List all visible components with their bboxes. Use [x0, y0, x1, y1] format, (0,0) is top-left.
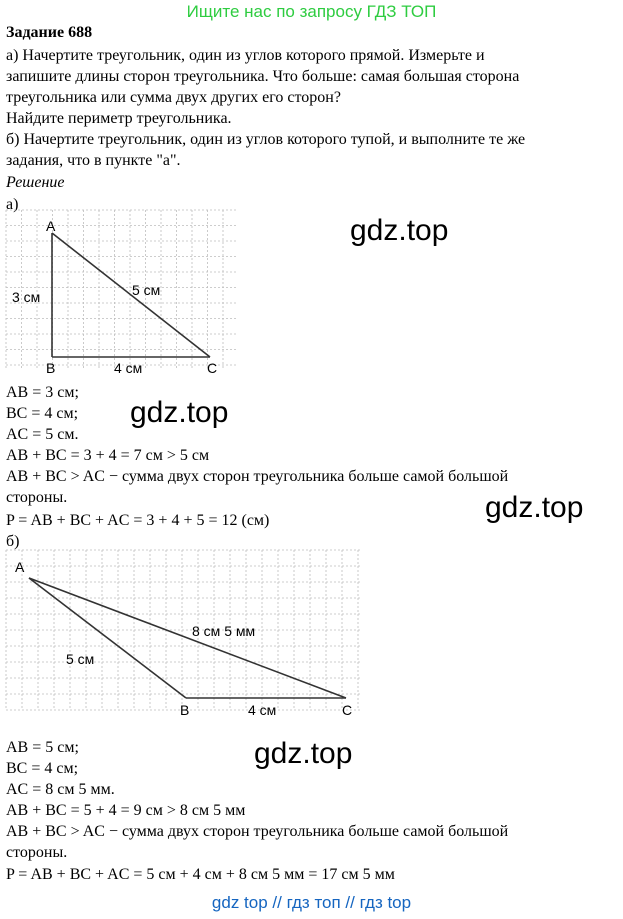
part-a-label: а) — [6, 196, 19, 213]
part-a-line: AC = 5 см. — [6, 426, 79, 443]
watermark: gdz.top — [350, 214, 449, 247]
vertex-c-label: C — [342, 702, 353, 718]
side-ab-label: 3 см — [12, 289, 41, 305]
side-ab-label: 5 см — [66, 651, 95, 667]
part-b-label: б) — [6, 533, 20, 550]
task-line: запишите длины сторон треугольника. Что больше: самая большая сторона — [6, 68, 520, 85]
vertex-b-label: B — [46, 360, 56, 376]
part-a-line: AB = 3 см; — [6, 384, 79, 401]
part-b-line: P = AB + BC + AC = 5 см + 4 см + 8 см 5 мм = 17 см 5 мм — [6, 866, 395, 883]
grid-figure-b — [6, 550, 362, 710]
vertex-b-label: B — [180, 702, 190, 718]
watermark: gdz.top — [254, 737, 353, 770]
footer-links[interactable]: gdz top // гдз топ // гдз top — [211, 893, 412, 912]
watermark: gdz.top — [485, 491, 584, 524]
part-a-line: AB + BC = 3 + 4 = 7 см > 5 см — [6, 447, 210, 464]
part-b-line: AC = 8 см 5 мм. — [6, 781, 115, 798]
task-line: Найдите периметр треугольника. — [6, 110, 232, 127]
grid-figure-a — [6, 210, 238, 370]
part-a-line: BC = 4 см; — [6, 405, 79, 422]
part-a-line: P = AB + BC + AC = 3 + 4 + 5 = 12 (см) — [6, 512, 270, 529]
part-b-line: AB + BC > AC − сумма двух сторон треугольника больше самой большой — [6, 823, 509, 840]
task-title: Задание 688 — [6, 24, 93, 41]
task-line: б) Начертите треугольник, один из углов которого тупой, и выполните те же — [6, 131, 526, 148]
grid-a — [6, 210, 238, 370]
side-ab-line — [29, 578, 186, 698]
vertex-a-label: A — [46, 218, 56, 234]
grid-b — [6, 550, 362, 710]
solution-label: Решение — [6, 174, 65, 191]
part-b-line: AB + BC = 5 + 4 = 9 см > 8 см 5 мм — [6, 802, 246, 819]
part-b-line: BC = 4 см; — [6, 760, 79, 777]
side-ac-line — [29, 578, 346, 698]
part-a-line: стороны. — [6, 489, 68, 506]
task-line: треугольника или сумма двух других его сторон? — [6, 89, 341, 106]
side-ac-label: 5 см — [132, 282, 161, 298]
watermark: gdz.top — [130, 396, 229, 429]
part-a-line: AB + BC > AC − сумма двух сторон треугольника больше самой большой — [6, 468, 509, 485]
part-b-line: AB = 5 см; — [6, 739, 79, 756]
task-line: задания, что в пункте "а". — [6, 152, 181, 169]
side-bc-label: 4 см — [114, 360, 143, 376]
vertex-a-label: A — [15, 559, 25, 575]
side-ac-line — [52, 233, 210, 357]
task-line: а) Начертите треугольник, один из углов которого прямой. Измерьте и — [6, 47, 485, 64]
side-ac-label: 8 см 5 мм — [192, 623, 256, 639]
part-b-line: стороны. — [6, 844, 68, 861]
side-bc-label: 4 см — [248, 702, 277, 718]
site-header-banner[interactable]: Ищите нас по запросу ГДЗ ТОП — [186, 2, 437, 21]
vertex-c-label: C — [207, 360, 218, 376]
